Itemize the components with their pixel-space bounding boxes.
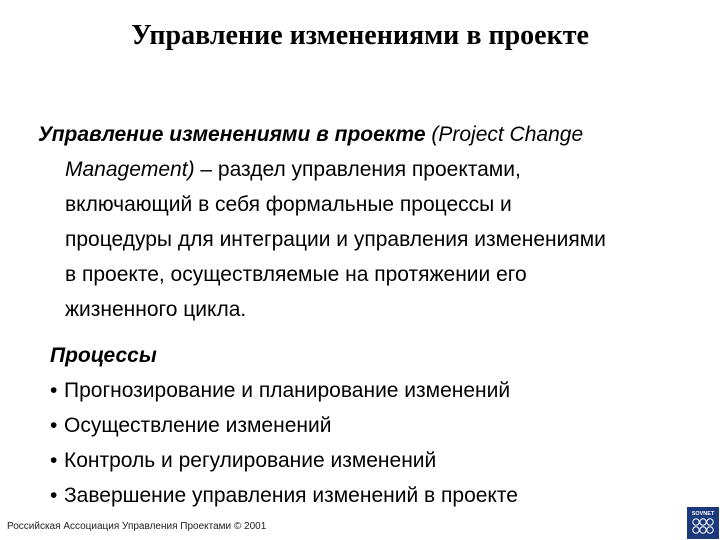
definition-term: Управление изменениями в проекте — [38, 123, 426, 146]
definition-term-en: (Project Change — [431, 123, 584, 146]
bullet-icon: • — [50, 484, 58, 507]
process-item-label: Завершение управления изменений в проекте — [64, 484, 518, 507]
slide-title: Управление изменениями в проекте — [131, 20, 589, 51]
sovnet-logo-icon — [687, 507, 719, 539]
definition-line-1 — [38, 152, 698, 187]
definition-line1-rest: – раздел управления проектами, — [194, 158, 521, 181]
process-item — [50, 408, 690, 443]
definition-line-5: жизненного цикла. — [65, 298, 247, 321]
definition-line-0 — [38, 117, 698, 152]
definition-line-2: включающий в себя формальные процессы и — [65, 193, 512, 216]
definition-paragraph — [38, 117, 698, 327]
bullet-icon: • — [50, 449, 58, 472]
process-item-label: Осуществление изменений — [64, 414, 332, 437]
definition-line-3: процедуры для интеграции и управления изменениями — [65, 228, 606, 251]
bullet-icon: • — [50, 379, 58, 402]
process-item — [50, 478, 690, 513]
process-item-label: Контроль и регулирование изменений — [64, 449, 437, 472]
process-item — [50, 443, 690, 478]
footer-copyright: Российская Ассоциация Управления Проектами © 2001 — [7, 521, 267, 532]
processes-heading: Процессы — [50, 344, 157, 367]
process-item — [50, 373, 690, 408]
definition-term-en-cont: Management) — [65, 158, 195, 181]
bullet-icon: • — [50, 414, 58, 437]
processes-section — [50, 338, 690, 513]
svg-text:SOVNET: SOVNET — [691, 511, 715, 517]
definition-line-4: в проекте, осуществляемые на протяжении его — [65, 263, 527, 286]
process-item-label: Прогнозирование и планирование изменений — [64, 379, 511, 402]
